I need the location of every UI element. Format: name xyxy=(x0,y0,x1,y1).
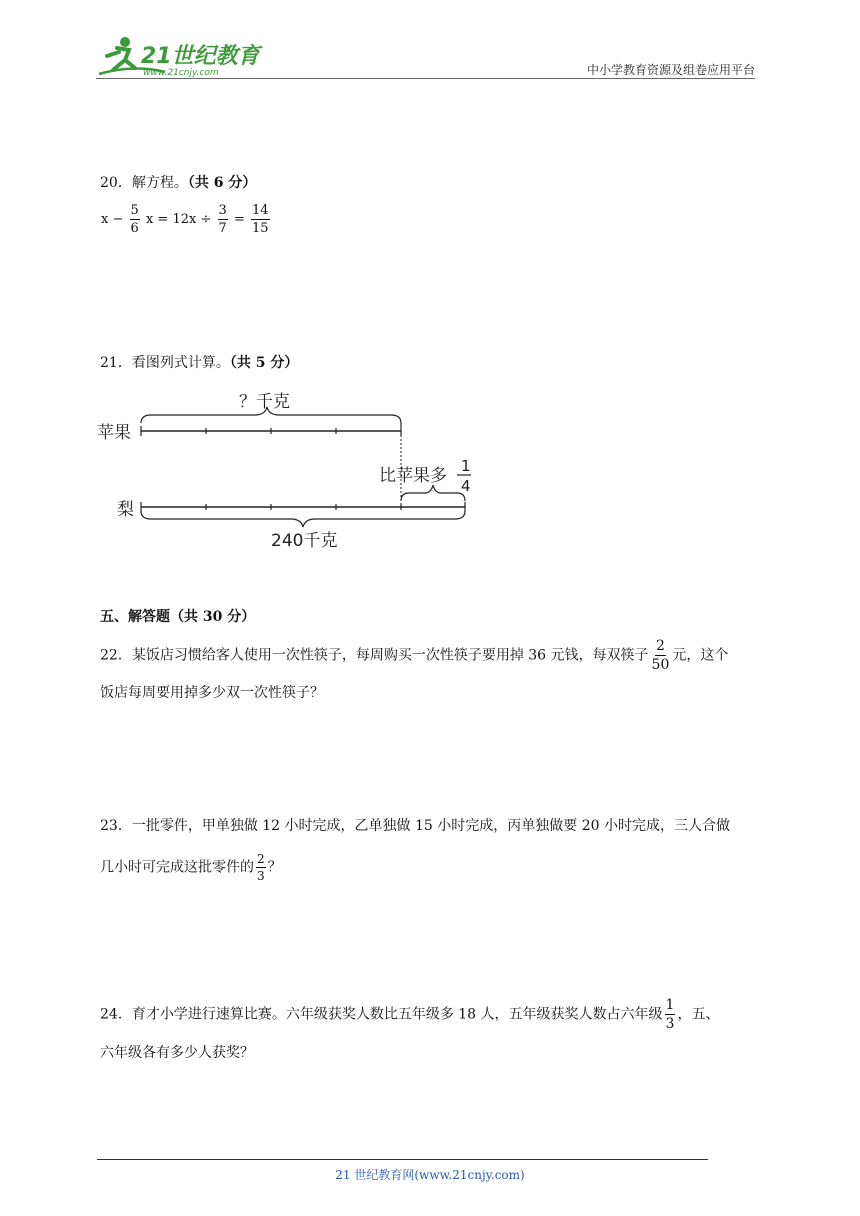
question-20-title xyxy=(100,173,256,193)
question-text: 几小时可完成这批零件的 xyxy=(100,859,254,876)
equation-2 xyxy=(189,204,272,235)
compare-fraction-denominator: 4 xyxy=(461,477,471,495)
footer-divider xyxy=(97,1159,708,1160)
pear-bottom-brace xyxy=(141,511,465,527)
question-mark: ？ xyxy=(267,859,282,876)
site-logo xyxy=(95,34,265,78)
ratio-fraction xyxy=(665,998,676,1031)
question-text: 看图列式计算。 xyxy=(131,355,230,371)
fraction-numerator: 14 xyxy=(252,203,269,218)
question-text-tail: 元，这个 xyxy=(672,647,729,664)
question-23-line-2 xyxy=(100,853,282,882)
eq2-fraction xyxy=(218,204,228,235)
eq1-var: x xyxy=(101,212,109,227)
header-platform-text: 中小学教育资源及组卷应用平台 xyxy=(586,63,755,77)
fraction-numerator: 3 xyxy=(218,203,227,218)
portion-fraction xyxy=(256,853,266,882)
eq2-var: x xyxy=(189,212,197,227)
question-number: 21． xyxy=(100,355,132,371)
eq1-rest: x = 12 xyxy=(145,212,189,227)
equation-1 xyxy=(101,204,189,235)
eq2-equals: = xyxy=(233,212,245,227)
header-divider xyxy=(96,78,755,79)
compare-label: 比苹果多 xyxy=(379,466,447,486)
fraction-numerator: 1 xyxy=(665,997,675,1013)
eq1-fraction xyxy=(130,204,140,235)
price-fraction xyxy=(651,639,671,672)
question-text-tail: ，五、 xyxy=(677,1006,720,1023)
question-23-line-1 xyxy=(100,816,770,836)
apple-question-label: ？千克 xyxy=(239,392,290,412)
question-22-line-1 xyxy=(100,639,770,672)
fraction-denominator: 15 xyxy=(252,221,269,236)
question-24-line-2: 六年级各有多少人获奖？ xyxy=(100,1045,254,1061)
eq2-result-fraction xyxy=(251,204,270,235)
fraction-denominator: 3 xyxy=(257,869,265,883)
runner-icon xyxy=(95,34,265,78)
question-number: 23． xyxy=(100,818,132,834)
logo-text: 21世纪教育 xyxy=(141,44,260,69)
question-21-title xyxy=(100,353,298,373)
compare-fraction-numerator: 1 xyxy=(461,457,471,475)
question-text: 一批零件，甲单独做 12 小时完成，乙单独做 15 小时完成，丙单独做要 20 小时完成，三人合做 xyxy=(131,818,730,834)
question-number: 20． xyxy=(100,175,132,191)
question-24-line-1 xyxy=(100,998,770,1031)
section-5-title: 五、解答题（共 30 分） xyxy=(100,609,256,625)
question-text: 育才小学进行速算比赛。六年级获奖人数比五年级多 18 人，五年级获奖人数占六年级 xyxy=(131,1006,663,1023)
question-points: （共 5 分） xyxy=(229,355,299,371)
fraction-denominator: 6 xyxy=(130,221,139,236)
line-segment-diagram xyxy=(95,385,485,555)
eq2-op: ÷ xyxy=(200,212,212,227)
fraction-numerator: 2 xyxy=(656,638,665,654)
question-text: 解方程。 xyxy=(131,175,188,191)
logo-url: www.21cnjy.com xyxy=(143,68,219,78)
question-number: 24． xyxy=(100,1006,132,1023)
question-number: 22． xyxy=(100,647,132,664)
fraction-denominator: 50 xyxy=(651,657,670,673)
pear-label: 梨 xyxy=(117,500,134,520)
footer-link[interactable]: 21 世纪教育网(www.21cnjy.com) xyxy=(335,1168,525,1182)
fraction-numerator: 2 xyxy=(257,852,265,866)
question-points: （共 6 分） xyxy=(187,175,257,191)
extra-brace xyxy=(401,485,465,501)
eq1-op: − xyxy=(112,212,124,227)
question-22-line-2: 饭店每周要用掉多少双一次性筷子？ xyxy=(100,685,324,701)
fraction-numerator: 5 xyxy=(130,203,139,218)
fraction-denominator: 3 xyxy=(665,1016,675,1032)
pear-total-label: 240千克 xyxy=(271,531,338,551)
question-text: 某饭店习惯给客人使用一次性筷子，每周购买一次性筷子要用掉 36 元钱，每双筷子 xyxy=(131,647,649,664)
fraction-denominator: 7 xyxy=(218,221,227,236)
apple-label: 苹果 xyxy=(97,423,131,443)
